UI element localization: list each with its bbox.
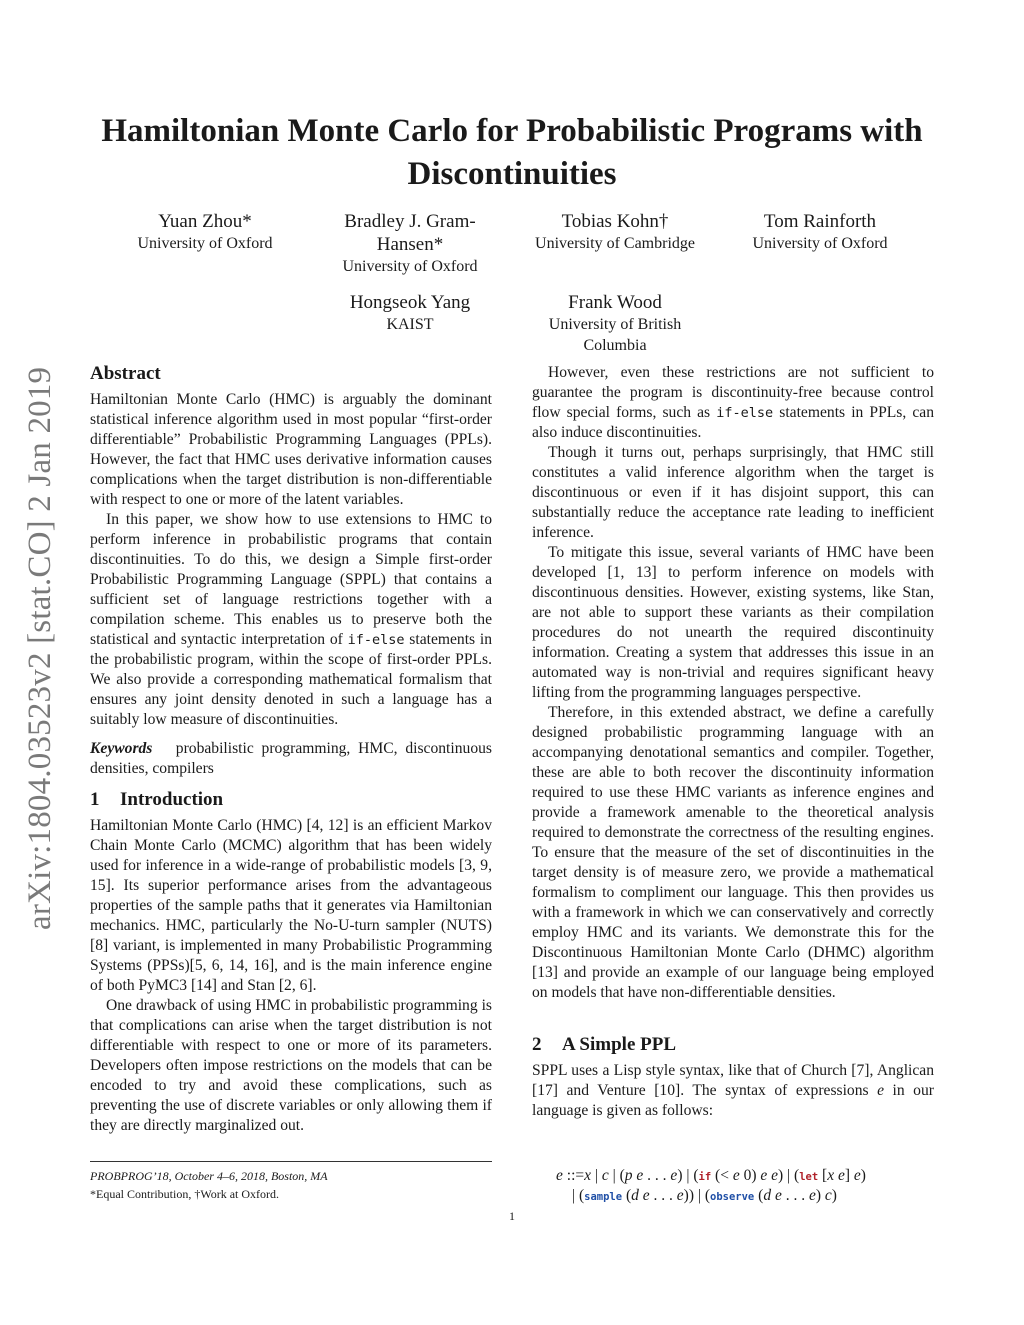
author-name: Bradley J. Gram-Hansen* [344, 211, 476, 255]
inline-code: if-else [716, 405, 774, 421]
text-run: SPPL uses a Lisp style syntax, like that of Church [7], Anglican [17] and Venture [10]. The syntax of expressions [532, 1062, 934, 1099]
keyword-if: if [698, 1171, 712, 1183]
inline-code: if-else [347, 632, 405, 648]
grammar-line-2: | (sample (d e . . . e)) | (observe (d e . . . e) c) [572, 1187, 837, 1204]
keywords-label: Keywords [90, 740, 153, 757]
text-run: statements in the probabilistic program, within the scope of first-order PPLs. We also provide a corresponding mathematical formalism that ensures any joint density denoted in such a language has a suitably low measure of discontinuities. [90, 631, 493, 728]
intro-paragraph: Hamiltonian Monte Carlo (HMC) [4, 12] is an efficient Markov Chain Monte Carlo (MCMC) algorithm that has been widely used for inference in a wide-range of probabilistic models [3, 9, 15]. Its superior performance arises from the advantageous properties of the sample paths that it generates via Hamiltonian mechanics. HMC, particularly the No-U-turn sampler (NUTS) [8] variant, is implemented in many Probabilistic Programming Systems (PPSs)[5, 6, 14, 16], and is the main inference engine of both PyMC3 [14] and Stan [2, 6]. [90, 817, 492, 994]
venue-footnote: PROBPROG’18, October 4–6, 2018, Boston, MA [90, 1169, 328, 1183]
author-block [740, 210, 900, 254]
keyword-sample: sample [584, 1191, 623, 1203]
author-affiliation: University of Oxford [342, 258, 478, 275]
author-block [330, 291, 490, 335]
text-run: statements in PPLs, can also induce discontinuities. [532, 404, 934, 441]
author-name: Hongseok Yang [349, 292, 471, 313]
section2-paragraph [532, 1061, 934, 1121]
author-name: Tobias Kohn† [561, 211, 669, 232]
author-name: Frank Wood [568, 292, 662, 313]
body-paragraph: Therefore, in this extended abstract, we define a carefully designed probabilistic programming language with an accompanying denotational semantics and compiler. Together, these are able to both recover the discontinuity information required to use these HMC variants as inference engines and provide a framework amenable to the theoretical analysis required to demonstrate the correctness of the resulting engines. To ensure that the measure of the set of discontinuities in the target density is of measure zero, we provide a mathematical formalism to compliment our language. This then provides us with a framework in which we can conservatively and correctly employ HMC and its variants. We demonstrate this for the Discontinuous Hamiltonian Monte Carlo (DHMC) algorithm [13] and provide an example of our language being employed on models that have non-differentiable densities. [532, 704, 934, 1001]
author-affiliation: KAIST [386, 316, 434, 333]
grammar-line-1: e ::=x | c | (p e . . . e) | (if (< e 0) e e) | (let [x e] e) [556, 1167, 866, 1184]
right-column [532, 363, 934, 1121]
left-column [90, 362, 492, 1136]
math-variable: e [877, 1082, 885, 1099]
author-affiliation: University of Oxford [752, 235, 888, 252]
author-affiliation: University of British Columbia [548, 316, 682, 354]
body-paragraph: Though it turns out, perhaps surprisingly, that HMC still constitutes a valid inference algorithm when the target is discontinuous or even if it has disjoint support, this can substantially reduce the acceptance rate leading to inefficient inference. [532, 444, 934, 541]
author-block [330, 210, 490, 277]
keyword-observe: observe [710, 1191, 755, 1203]
page-number: 1 [509, 1209, 515, 1223]
author-block [535, 291, 695, 356]
keyword-let: let [799, 1171, 819, 1183]
body-paragraph [532, 363, 934, 443]
text-run: However, even these restrictions are not sufficient to guarantee the program is discontinuity-free because control flow special forms, such as [532, 364, 934, 421]
section-heading-simple-ppl [532, 1033, 934, 1057]
contribution-footnote: *Equal Contribution, †Work at Oxford. [90, 1187, 280, 1201]
section-title: Introduction [120, 789, 224, 810]
keywords [90, 739, 492, 779]
text-run: In this paper, we show how to use extensions to HMC to perform inference in probabilistic programs that contain discontinuities. To do this, we design a Simple first-order Probabilistic Programming Language (SPPL) that contains a sufficient set of language restrictions together with a compilation scheme. This enables us to preserve both the statistical and syntactic interpretation of [90, 511, 492, 648]
author-affiliation: University of Cambridge [535, 235, 695, 252]
author-affiliation: University of Oxford [137, 235, 273, 252]
section-title: A Simple PPL [562, 1034, 677, 1055]
intro-paragraph: One drawback of using HMC in probabilistic programming is that complications can arise when the target distribution is not differentiable with respect to one or more of its parameters. Developers often impose restrictions on the models that can be encoded to try and avoid these complications, such as preventing the use of discrete variables or only allowing them if they are directly marginalized out. [90, 997, 492, 1134]
author-block [120, 210, 290, 254]
section-number: 2 [532, 1034, 542, 1055]
keywords-text: probabilistic programming, HMC, discontinuous densities, compilers [90, 740, 492, 777]
text-run: in our language is given as follows: [532, 1082, 934, 1119]
paper-title: Hamiltonian Monte Carlo for Probabilistic Programs with Discontinuities [101, 113, 923, 192]
author-name: Yuan Zhou* [158, 211, 252, 232]
arxiv-stamp: arXiv:1804.03523v2 [stat.CO] 2 Jan 2019 [22, 366, 58, 930]
footnote-rule [90, 1161, 492, 1162]
abstract-paragraph [90, 510, 492, 730]
section-heading-introduction [90, 788, 492, 812]
author-block [520, 210, 710, 254]
section-number: 1 [90, 789, 100, 810]
abstract-heading: Abstract [90, 363, 161, 384]
abstract-paragraph: Hamiltonian Monte Carlo (HMC) is arguably the dominant statistical inference algorithm used in most popular “first-order differentiable” Probabilistic Programming Languages (PPLs). However, the fact that HMC uses derivative information causes complications when the target distribution is non-differentiable with respect to one or more of the latent variables. [90, 391, 492, 508]
body-paragraph: To mitigate this issue, several variants of HMC have been developed [1, 13] to perform inference on models with discontinuous densities. However, existing systems, like Stan, are not able to support these variants as their compilation procedures do not unearth the required discontinuity information. Creating a system that addresses this issue in an automated way is non-trivial and requires significant heavy lifting from the programming languages perspective. [532, 544, 934, 701]
author-name: Tom Rainforth [763, 211, 877, 232]
